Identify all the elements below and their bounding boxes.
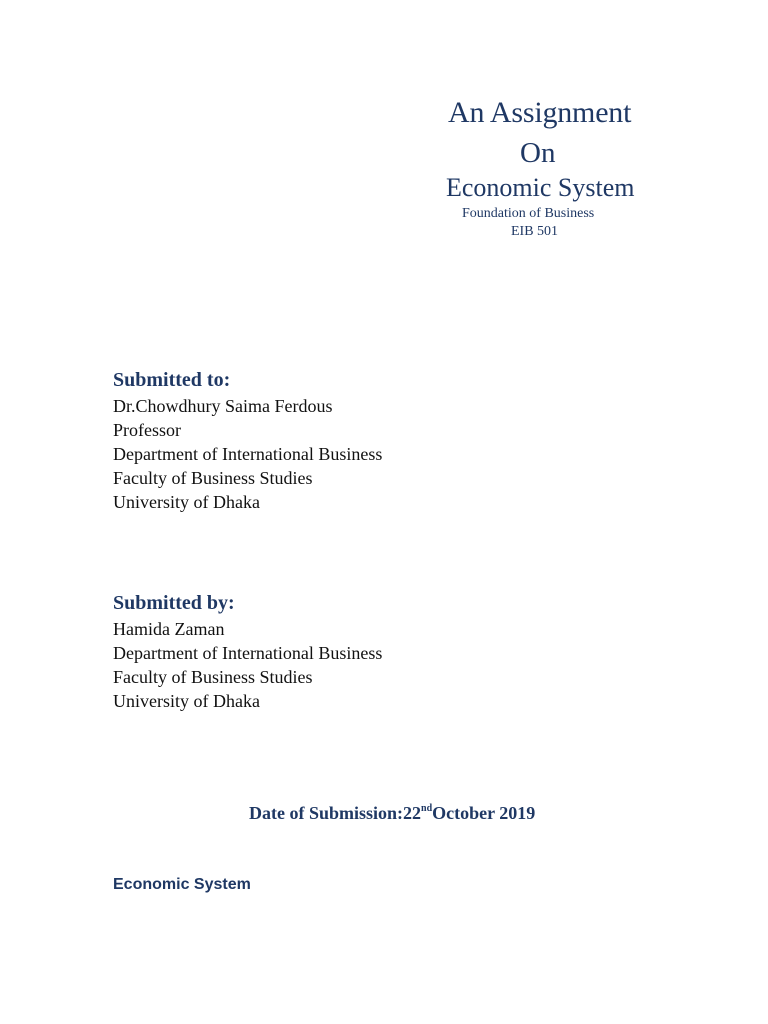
submitted-to-line: University of Dhaka — [113, 492, 260, 512]
submitted-by-line: Department of International Business — [113, 643, 383, 663]
submitted-by-line: Hamida Zaman — [113, 619, 225, 639]
title-line-assignment: An Assignment — [448, 96, 632, 129]
submitted-to-line: Dr.Chowdhury Saima Ferdous — [113, 396, 333, 416]
submitted-to-line: Faculty of Business Studies — [113, 468, 313, 488]
submitted-to-line: Professor — [113, 420, 181, 440]
submission-date — [249, 803, 535, 824]
submitted-by-line: Faculty of Business Studies — [113, 667, 313, 687]
title-line-on: On — [520, 137, 556, 169]
title-line-topic: Economic System — [446, 173, 635, 202]
submitted-by-block — [113, 617, 382, 713]
submitted-by-heading: Submitted by: — [113, 592, 235, 614]
date-ordinal-suffix: nd — [421, 803, 433, 814]
submitted-to-block — [113, 394, 382, 514]
course-code: EIB 501 — [511, 224, 559, 239]
submitted-by-line: University of Dhaka — [113, 691, 260, 711]
submitted-to-line: Department of International Business — [113, 444, 383, 464]
section-heading-economic-system: Economic System — [113, 876, 251, 893]
submitted-to-heading: Submitted to: — [113, 369, 231, 391]
submission-date-rest: October 2019 — [432, 803, 536, 823]
submission-date-label: Date of Submission:22 — [249, 803, 422, 823]
course-name: Foundation of Business — [462, 206, 595, 221]
